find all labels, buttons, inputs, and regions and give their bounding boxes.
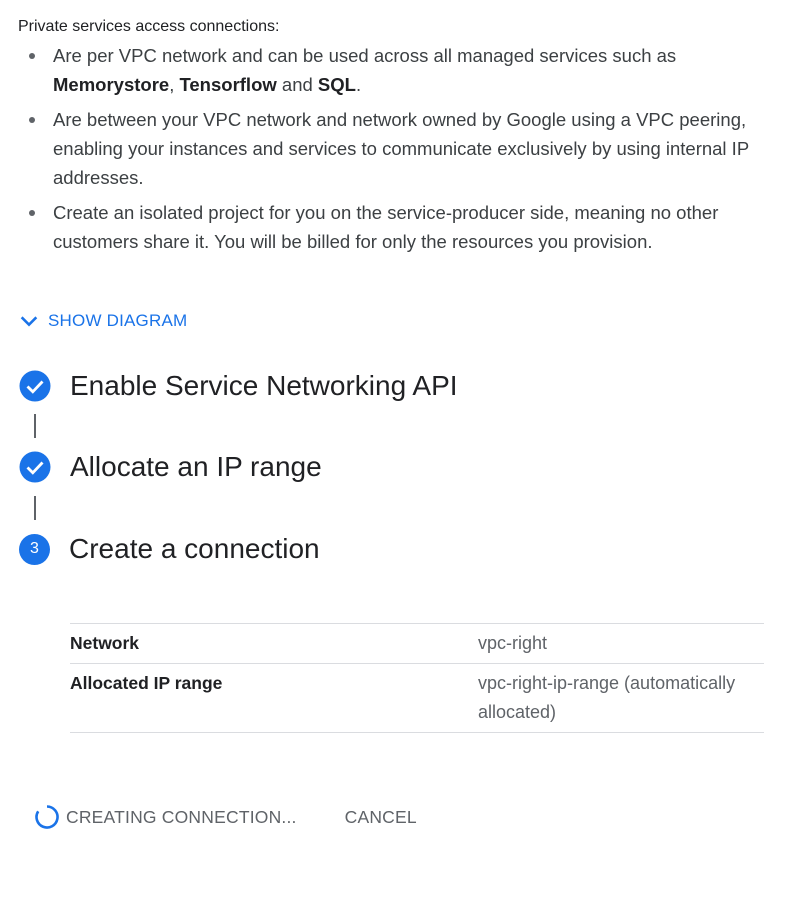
step-create-connection [19,533,320,565]
step-title: Enable Service Networking API [70,370,458,401]
table-row [70,664,764,733]
bullet-text-bold: Tensorflow [179,74,277,95]
bullet-text: , [169,74,180,95]
step-enable-api [19,370,458,402]
intro-bullet-list [25,41,765,256]
bullet-text: . [355,74,362,95]
action-bar [34,802,417,832]
step-connector [34,496,36,520]
bullet-text: Are between your VPC network and network owned by Google using a VPC peering, enabling your instances and services to communicate exclusively by using internal IP addresses. [53,109,749,188]
connection-details-table [70,623,764,733]
bullet-text: Are per VPC network and can be used across all managed services such as [53,45,677,66]
check-circle-icon [19,451,51,483]
step-number-badge: 3 [19,534,50,565]
step-connector [34,414,36,438]
intro-heading: Private services access connections: [18,18,280,35]
intro-bullet-1 [25,41,765,99]
bullet-text: Create an isolated project for you on the service-producer side, meaning no other customers share it. You will be billed for only the resources you provision. [53,202,719,252]
bullet-text-bold: Memorystore [53,74,170,95]
cancel-button[interactable]: CANCEL [344,806,417,827]
step-allocate-ip-range [19,451,322,483]
row-value: vpc-right [478,633,548,653]
creating-connection-label: CREATING CONNECTION... [66,806,297,827]
intro-bullet-2 [25,105,765,192]
show-diagram-button[interactable] [18,308,187,334]
step-title: Create a connection [69,533,320,564]
check-circle-icon [19,370,51,402]
bullet-text-bold: SQL [317,74,356,95]
row-value: vpc-right-ip-range (automatically allocated) [478,673,736,722]
show-diagram-label: SHOW DIAGRAM [48,311,188,330]
chevron-down-icon [18,310,40,332]
intro-bullet-3 [25,198,765,256]
table-row [70,624,764,664]
spinner-icon [34,804,60,830]
row-label: Allocated IP range [70,673,223,693]
bullet-text: and [276,74,318,95]
row-label: Network [70,633,140,653]
step-title: Allocate an IP range [70,451,322,482]
creating-connection-button [34,804,297,830]
